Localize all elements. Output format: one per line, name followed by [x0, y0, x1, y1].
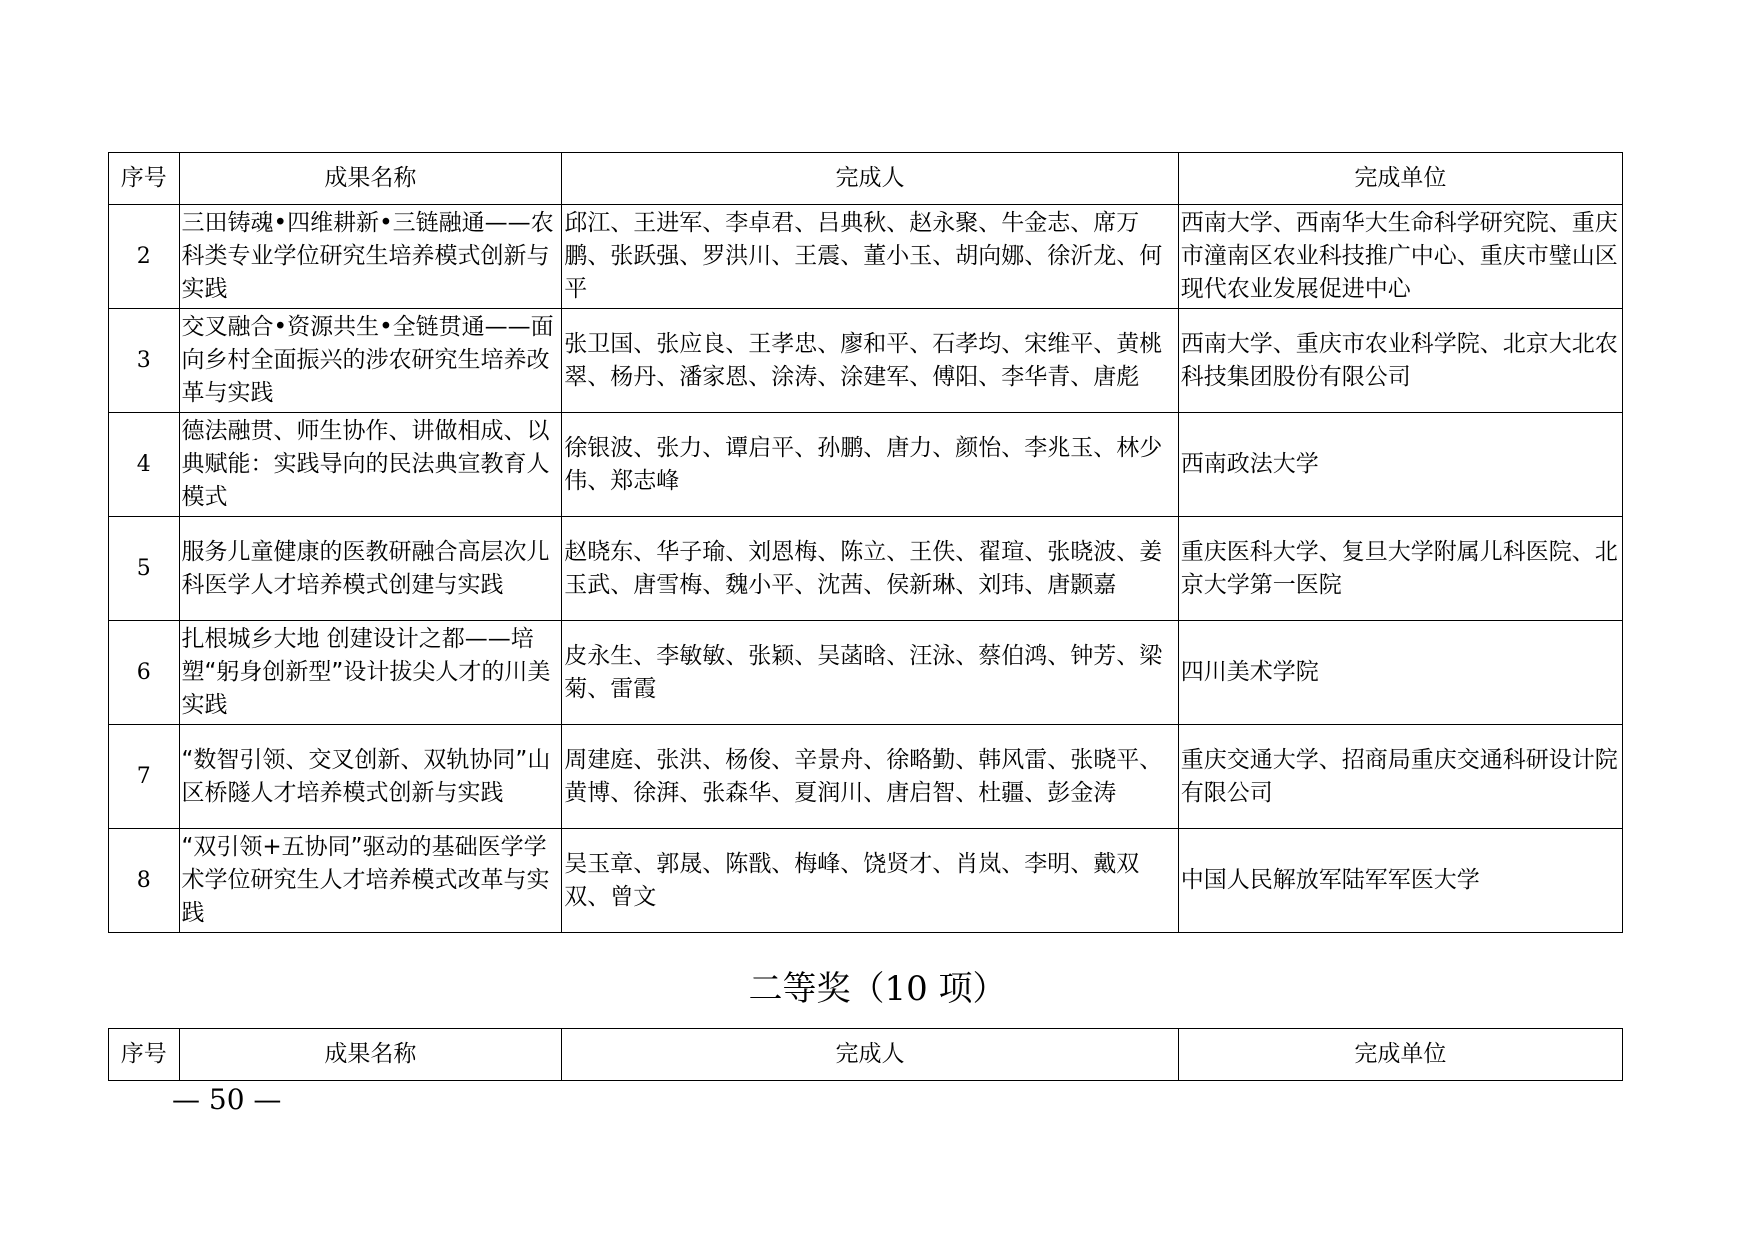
row-no: 2: [109, 205, 180, 309]
table-row: [109, 205, 1623, 309]
header-no: 序号: [109, 153, 180, 205]
row-name: “双引领+五协同”驱动的基础医学学术学位研究生人才培养模式改革与实践: [179, 829, 562, 933]
row-name: 交叉融合•资源共生•全链贯通——面向乡村全面振兴的涉农研究生培养改革与实践: [179, 309, 562, 413]
row-no: 7: [109, 725, 180, 829]
table-row: [109, 829, 1623, 933]
row-no: 4: [109, 413, 180, 517]
row-name: 德法融贯、师生协作、讲做相成、以典赋能：实践导向的民法典宣教育人模式: [179, 413, 562, 517]
row-people: 皮永生、李敏敏、张颖、吴菡晗、汪泳、蔡伯鸿、钟芳、梁菊、雷霞: [562, 621, 1178, 725]
row-name: 扎根城乡大地 创建设计之都——培塑“躬身创新型”设计拔尖人才的川美实践: [179, 621, 562, 725]
header-name: 成果名称: [179, 153, 562, 205]
row-people: 周建庭、张洪、杨俊、辛景舟、徐略勤、韩风雷、张晓平、黄博、徐湃、张森华、夏润川、唐启智、杜疆、彭金涛: [562, 725, 1178, 829]
header-name: 成果名称: [179, 1029, 562, 1081]
award-table-second-prize: [108, 1028, 1623, 1081]
row-no: 6: [109, 621, 180, 725]
row-name: “数智引领、交叉创新、双轨协同”山区桥隧人才培养模式创新与实践: [179, 725, 562, 829]
section-title-second-prize: 二等奖（10 项）: [748, 969, 1007, 1009]
row-unit: 重庆医科大学、复旦大学附属儿科医院、北京大学第一医院: [1178, 517, 1622, 621]
table-row: [109, 309, 1623, 413]
table-row: [109, 517, 1623, 621]
table-header-row: [109, 153, 1623, 205]
row-unit: 重庆交通大学、招商局重庆交通科研设计院有限公司: [1178, 725, 1622, 829]
row-people: 邱江、王进军、李卓君、吕典秋、赵永聚、牛金志、席万鹏、张跃强、罗洪川、王震、董小玉、胡向娜、徐沂龙、何平: [562, 205, 1178, 309]
row-name: 三田铸魂•四维耕新•三链融通——农科类专业学位研究生培养模式创新与实践: [179, 205, 562, 309]
table-header-row: [109, 1029, 1623, 1081]
header-unit: 完成单位: [1178, 1029, 1622, 1081]
table-row: [109, 621, 1623, 725]
row-people: 张卫国、张应良、王孝忠、廖和平、石孝均、宋维平、黄桃翠、杨丹、潘家恩、涂涛、涂建军、傅阳、李华青、唐彪: [562, 309, 1178, 413]
row-unit: 中国人民解放军陆军军医大学: [1178, 829, 1622, 933]
row-unit: 四川美术学院: [1178, 621, 1622, 725]
award-table-first-prize: [108, 152, 1623, 933]
row-no: 5: [109, 517, 180, 621]
row-unit: 西南大学、西南华大生命科学研究院、重庆市潼南区农业科技推广中心、重庆市璧山区现代农业发展促进中心: [1178, 205, 1622, 309]
row-unit: 西南政法大学: [1178, 413, 1622, 517]
row-people: 吴玉章、郭晟、陈戬、梅峰、饶贤才、肖岚、李明、戴双双、曾文: [562, 829, 1178, 933]
row-people: 徐银波、张力、谭启平、孙鹏、唐力、颜怡、李兆玉、林少伟、郑志峰: [562, 413, 1178, 517]
row-name: 服务儿童健康的医教研融合高层次儿科医学人才培养模式创建与实践: [179, 517, 562, 621]
table-row: [109, 413, 1623, 517]
header-no: 序号: [109, 1029, 180, 1081]
row-no: 8: [109, 829, 180, 933]
page-number: — 50 —: [172, 1083, 282, 1116]
table-row: [109, 725, 1623, 829]
header-people: 完成人: [562, 153, 1178, 205]
header-unit: 完成单位: [1178, 153, 1622, 205]
row-people: 赵晓东、华子瑜、刘恩梅、陈立、王佚、翟瑄、张晓波、姜玉武、唐雪梅、魏小平、沈茜、侯新琳、刘玮、唐颢嘉: [562, 517, 1178, 621]
row-no: 3: [109, 309, 180, 413]
header-people: 完成人: [562, 1029, 1178, 1081]
row-unit: 西南大学、重庆市农业科学院、北京大北农科技集团股份有限公司: [1178, 309, 1622, 413]
